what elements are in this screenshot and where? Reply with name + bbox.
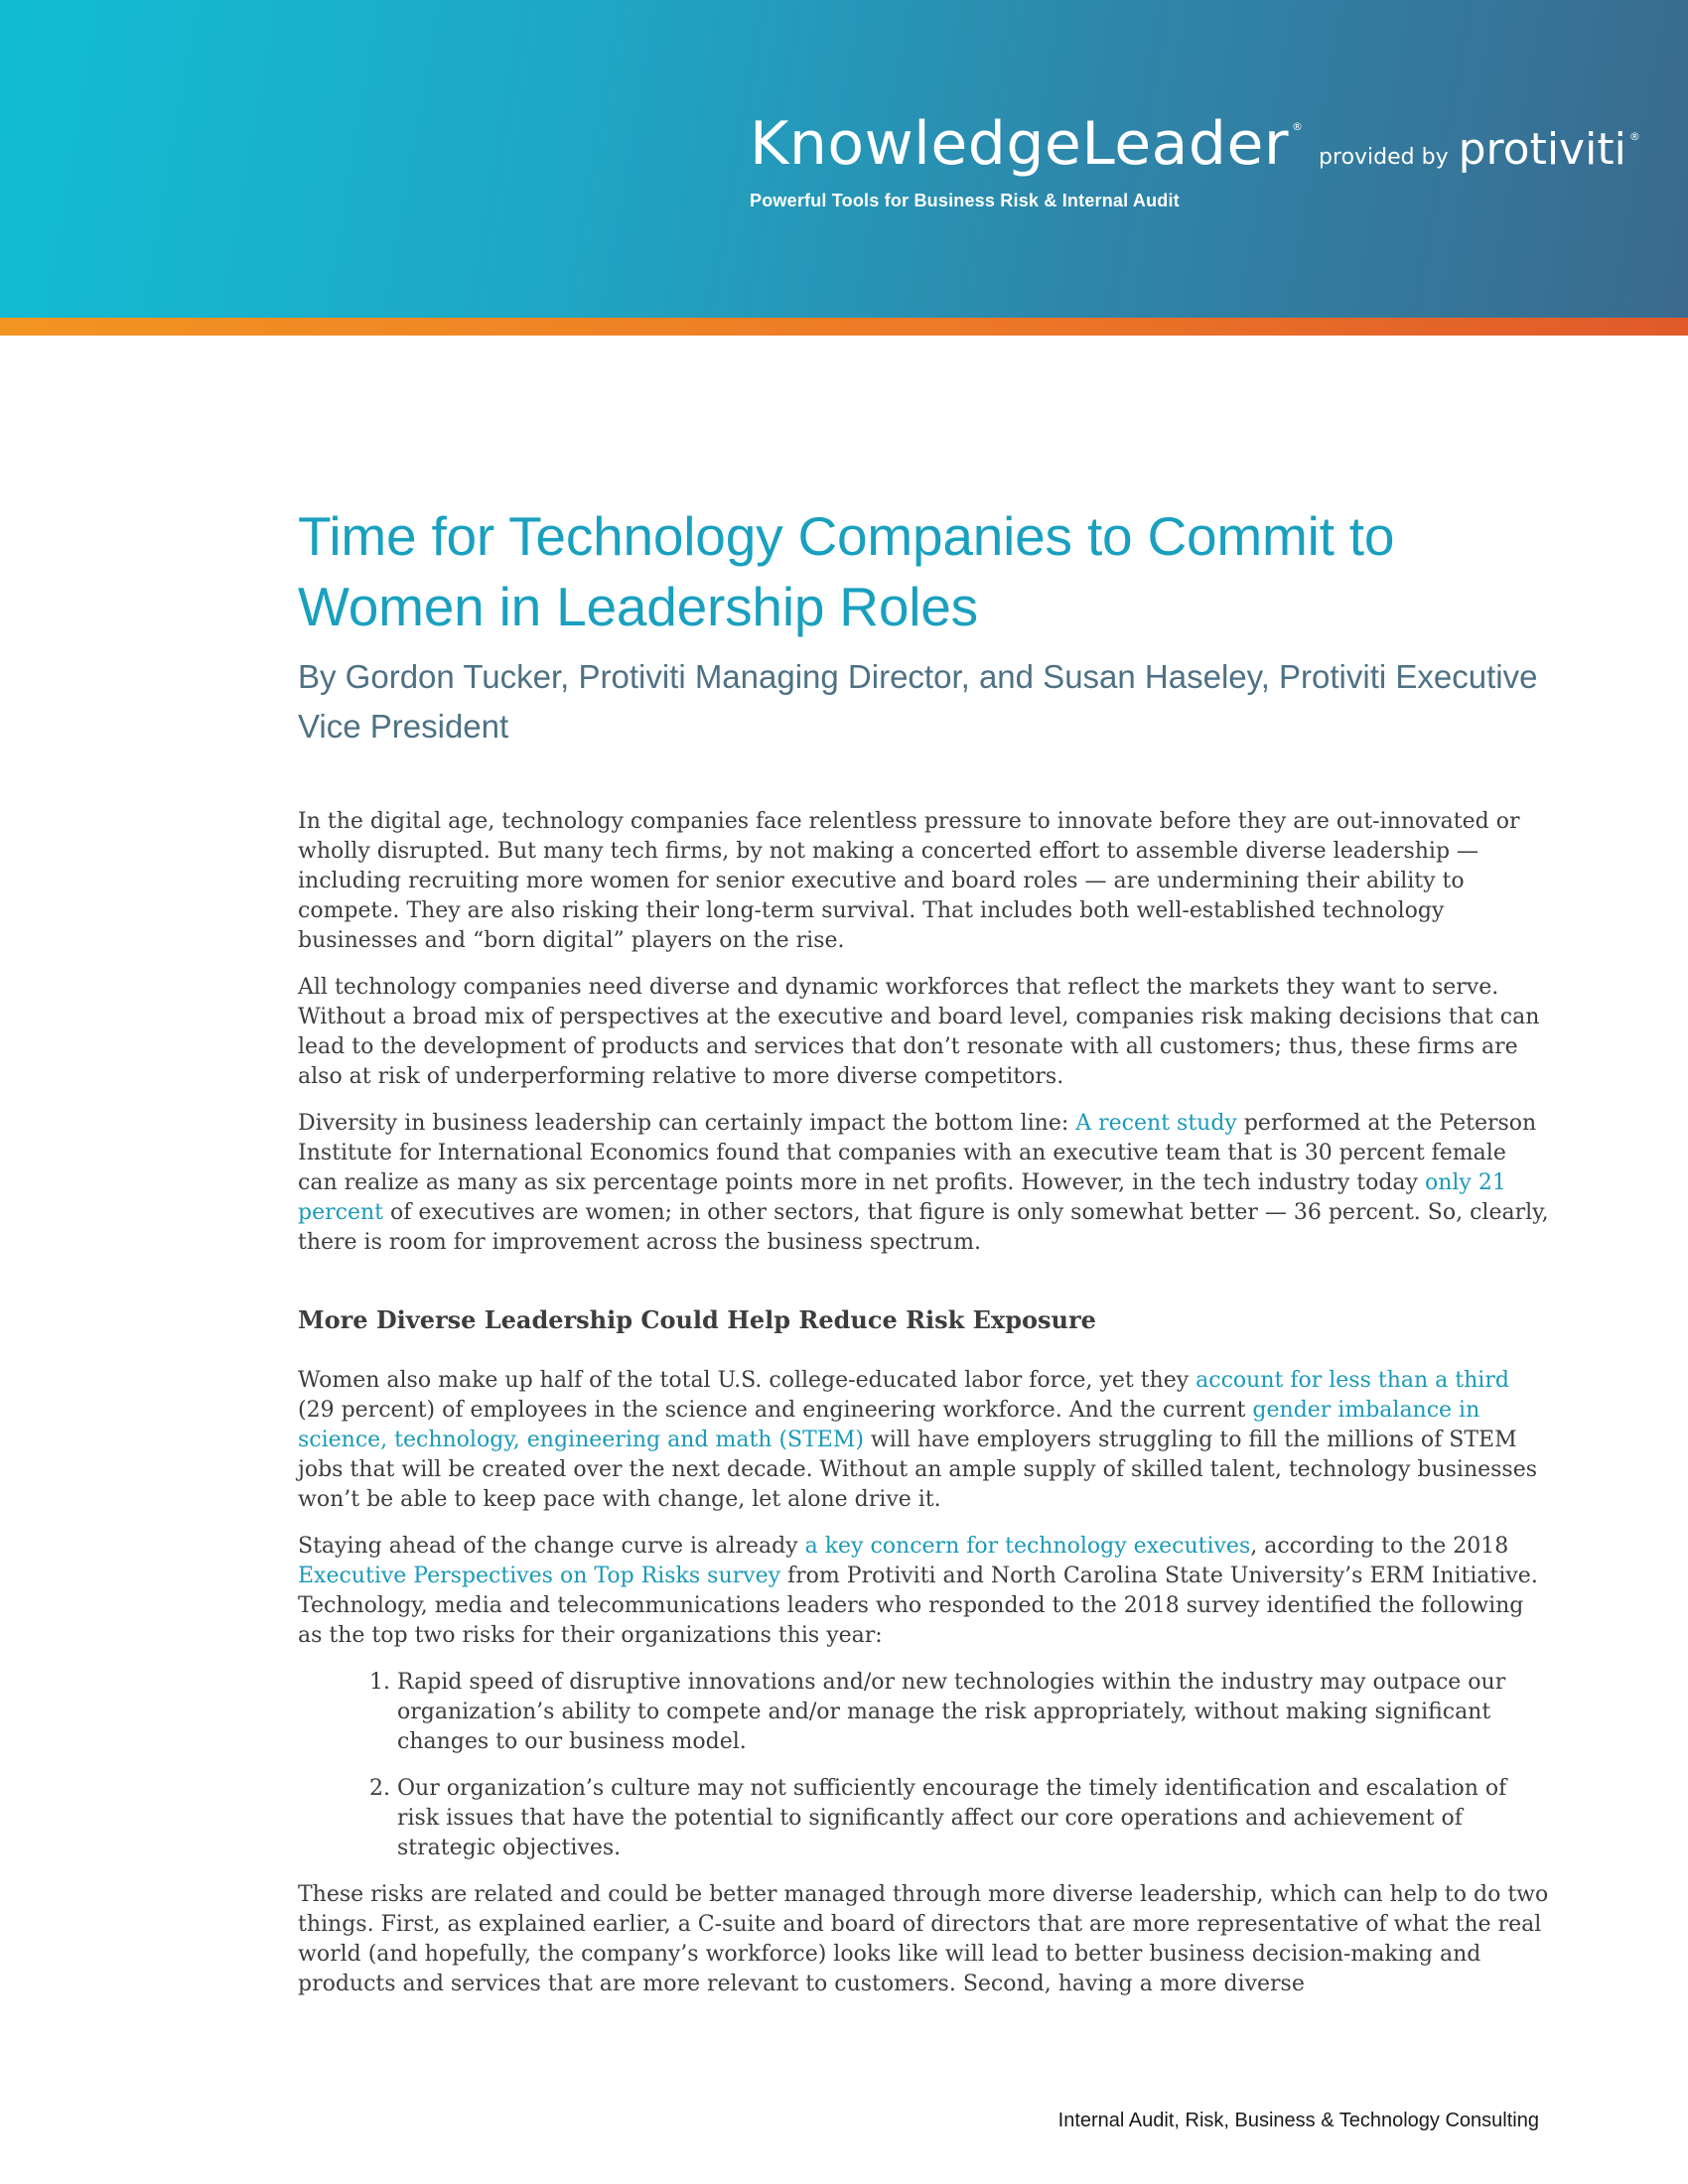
header-banner <box>0 0 1688 318</box>
brand-name: KnowledgeLeader <box>750 109 1290 179</box>
article <box>298 501 1549 2016</box>
paragraph-5-text-3: from Protiviti and North Carolina State University’s ERM Initiative. Technology, media and telecommunications leaders who responded to the 2018 survey identified the following as the top two risks for their organizations this year: <box>298 1564 1538 1648</box>
gender-imbalance-stem-link[interactable]: gender imbalance in science, technology, engineering and math (STEM) <box>298 1398 1480 1452</box>
section-heading: More Diverse Leadership Could Help Reduce Risk Exposure <box>298 1305 1096 1334</box>
registered-mark-2: ® <box>1628 130 1640 143</box>
list-item: 1. Rapid speed of disruptive innovations and/or new technologies within the industry may outpace our organization’s ability to compete and/or manage the risk appropriately, without making significant changes to our business model. <box>397 1668 1549 1757</box>
paragraph-4 <box>298 1366 1549 1515</box>
paragraph-5 <box>298 1532 1549 1651</box>
top-risks-list <box>298 1668 1549 1863</box>
paragraph-1: In the digital age, technology companies face relentless pressure to innovate before they are out-innovated or wholly disrupted. But many tech firms, by not making a concerted effort to assemble diverse leadership — including recruiting more women for senior executive and board roles — are undermining their ability to compete. They are also risking their long-term survival. That includes both well-established technology businesses and “born digital” players on the rise. <box>298 809 1520 953</box>
paragraph-3 <box>298 1109 1549 1258</box>
paragraph-3-text-2: performed at the Peterson Institute for International Economics found that companies with an executive team that is 30 percent female can realize as many as six percentage points more in net profits. However, in the tech industry today <box>298 1111 1537 1195</box>
article-byline: By Gordon Tucker, Protiviti Managing Director, and Susan Haseley, Protiviti Executive Vice President <box>298 658 1538 745</box>
tagline: Powerful Tools for Business Risk & Internal Audit <box>750 191 1180 210</box>
paragraph-2: All technology companies need diverse and dynamic workforces that reflect the markets they want to serve. Without a broad mix of perspectives at the executive and board level, companies risk making decisions that can lead to the development of products and services that don’t resonate with all customers; thus, these firms are also at risk of underperforming relative to more diverse competitors. <box>298 975 1540 1089</box>
article-body <box>298 807 1549 1999</box>
paragraph-3-text-3: of executives are women; in other sectors, that figure is only somewhat better — 36 percent. So, clearly, there is room for improvement across the business spectrum. <box>298 1200 1549 1255</box>
paragraph-4-text-1: Women also make up half of the total U.S. college-educated labor force, yet they <box>298 1368 1196 1393</box>
top-risks-survey-link[interactable]: Executive Perspectives on Top Risks survey <box>298 1564 781 1588</box>
paragraph-4-text-2: (29 percent) of employees in the science and engineering workforce. And the current <box>298 1398 1253 1423</box>
protiviti-logo: protiviti <box>1458 124 1626 175</box>
paragraph-5-text-2: , according to the 2018 <box>1250 1534 1509 1559</box>
article-title: Time for Technology Companies to Commit to Women in Leadership Roles <box>298 505 1395 637</box>
paragraph-6: These risks are related and could be better managed through more diverse leadership, which can help to do two things. First, as explained earlier, a C-suite and board of directors that are more representative of what the real world (and hopefully, the company’s workforce) looks like will lead to better business decision-making and products and services that are more relevant to customers. Second, having a more diverse <box>298 1882 1549 1996</box>
key-concern-link[interactable]: a key concern for technology executives <box>804 1534 1251 1559</box>
recent-study-link[interactable]: A recent study <box>1075 1111 1237 1136</box>
less-than-a-third-link[interactable]: account for less than a third <box>1196 1368 1509 1393</box>
only-21-percent-link[interactable]: only 21 percent <box>298 1170 1506 1225</box>
footer-text: Internal Audit, Risk, Business & Technology Consulting <box>1057 2110 1539 2131</box>
provided-by-label: provided by <box>1319 145 1449 170</box>
list-item: 2. Our organization’s culture may not sufficiently encourage the timely identification and escalation of risk issues that have the potential to significantly affect our core operations and achievement of strategic objectives. <box>397 1774 1549 1863</box>
registered-mark: ® <box>1292 120 1304 133</box>
paragraph-5-text-1: Staying ahead of the change curve is already <box>298 1534 805 1559</box>
knowledgeleader-logo <box>750 109 1640 211</box>
paragraph-3-text-1: Diversity in business leadership can certainly impact the bottom line: <box>298 1111 1076 1136</box>
accent-bar <box>0 318 1688 336</box>
paragraph-4-text-3: will have employers struggling to fill the millions of STEM jobs that will be created over the next decade. Without an ample supply of skilled talent, technology businesses won’t be able to keep pace with change, let alone drive it. <box>298 1428 1538 1512</box>
